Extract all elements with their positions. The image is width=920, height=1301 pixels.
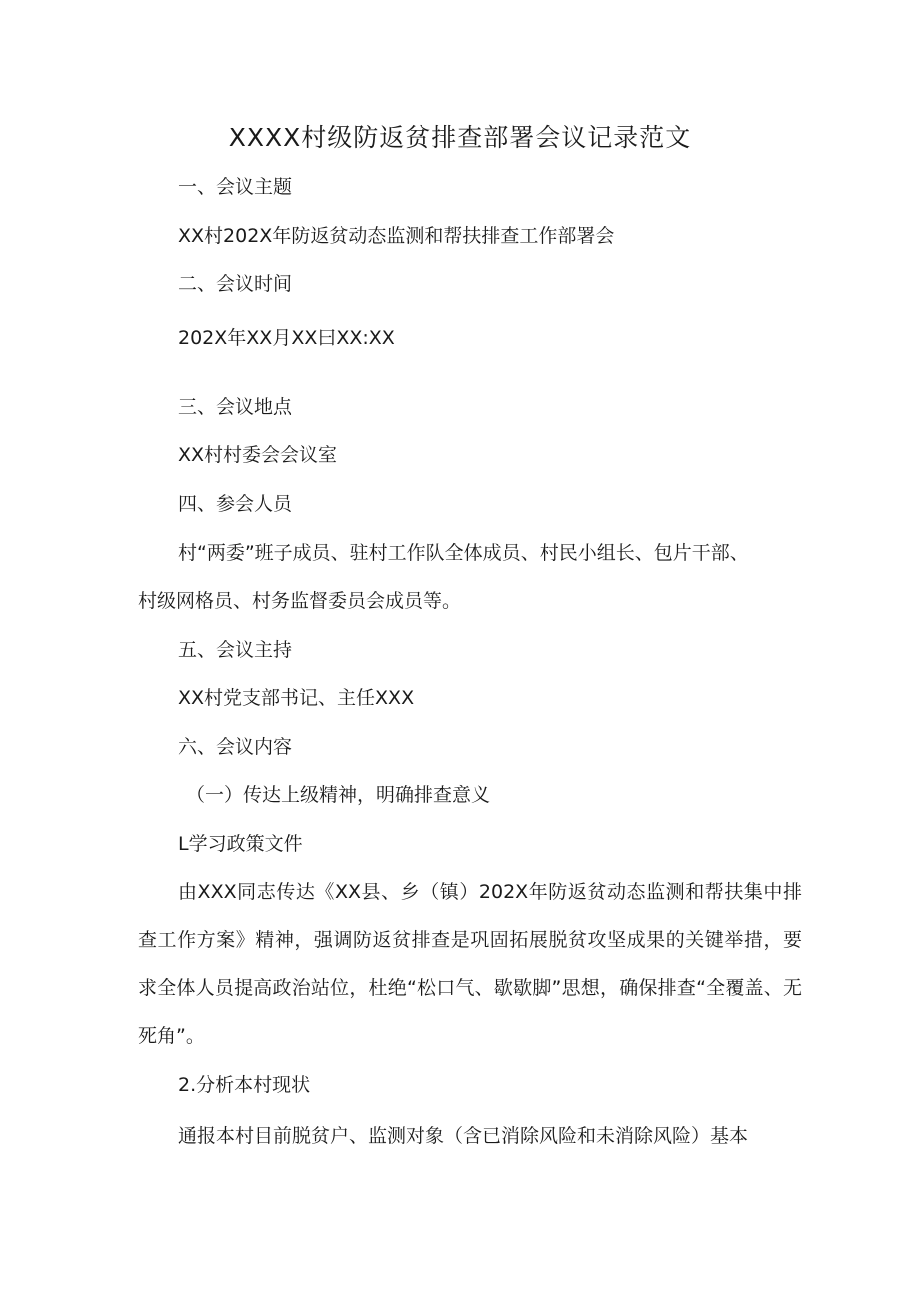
item-paragraph-1: 由XXX同志传达《XX县、乡（镇）202X年防返贫动态监测和帮扶集中排查工作方案》精神，强调防返贫排查是巩固拓展脱贫攻坚成果的关键举措，要求全体人员提高政治站位，杜绝“松口气、歇歇脚”思想，确保排查“全覆盖、无死角”。 <box>138 881 802 1047</box>
subsection-heading-1: （一）传达上级精神，明确排查意义 <box>186 784 491 806</box>
attendees-line-1: 村“两委”班子成员、驻村工作队全体成员、村民小组长、包片干部、 <box>178 542 749 564</box>
meeting-host-text: XX村党支部书记、主任XXX <box>178 687 415 709</box>
document-title: XXXX村级防返贫排查部署会议记录范文 <box>228 123 692 152</box>
meeting-location-text: XX村村委会会议室 <box>178 444 338 466</box>
section-heading-time: 二、会议时间 <box>178 273 293 295</box>
item-paragraph-2: 通报本村目前脱贫户、监测对象（含已消除风险和未消除风险）基本 <box>178 1125 749 1147</box>
section-heading-attendees: 四、参会人员 <box>178 493 293 515</box>
attendees-line-2: 村级网格员、村务监督委员会成员等。 <box>138 590 462 612</box>
item-heading-2: 2.分析本村现状 <box>178 1074 311 1096</box>
section-heading-topic: 一、会议主题 <box>178 176 293 198</box>
section-heading-location: 三、会议地点 <box>178 396 293 418</box>
meeting-time-text: 202X年XX月XX曰XX:XX <box>178 327 395 349</box>
section-heading-host: 五、会议主持 <box>178 639 293 661</box>
meeting-topic-text: XX村202X年防返贫动态监测和帮扶排查工作部署会 <box>178 225 615 247</box>
section-heading-content: 六、会议内容 <box>178 736 293 758</box>
item-heading-1: L学习政策文件 <box>178 833 303 855</box>
